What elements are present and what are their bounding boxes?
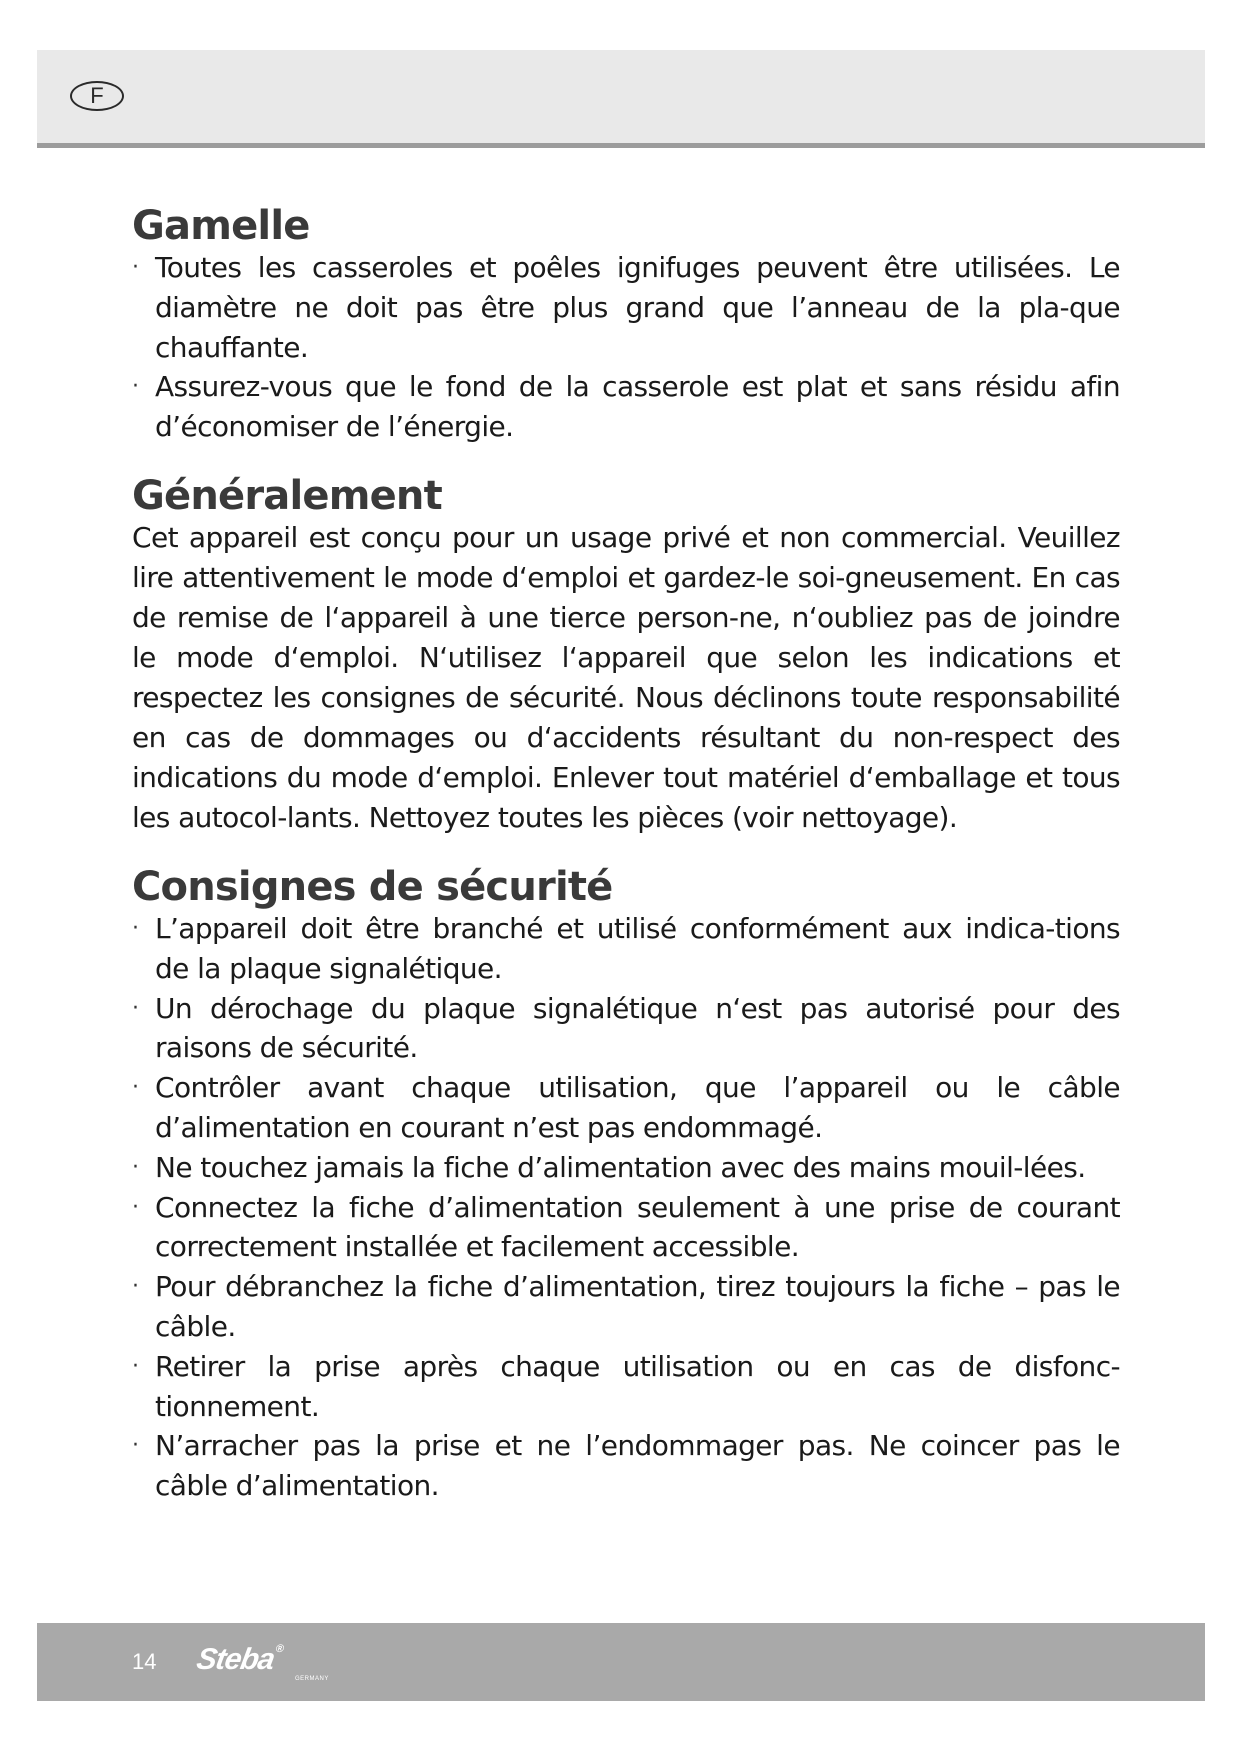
list-item: · Retirer la prise après chaque utilisation ou en cas de disfonc-tionnement. bbox=[132, 1347, 1120, 1427]
bullet-list bbox=[132, 909, 1120, 1506]
list-item: · Toutes les casseroles et poêles ignifuges peuvent être utilisées. Le diamètre ne doit pas être plus grand que l’anneau de la pla-que chauffante. bbox=[132, 248, 1120, 367]
page-footer bbox=[37, 1623, 1205, 1701]
bullet-icon: · bbox=[132, 1075, 139, 1101]
bullet-icon: · bbox=[132, 374, 139, 400]
language-badge: F bbox=[70, 81, 124, 111]
brand-logo: Steba® bbox=[194, 1643, 284, 1676]
section-paragraph: Cet appareil est conçu pour un usage privé et non commercial. Veuillez lire attentivement le mode d‘emploi et gardez-le soi-gneusement. En cas de remise de l‘appareil à une tierce person-ne, n‘oubliez pas de joindre le mode d‘emploi. N‘utilisez l‘appareil que selon les indications et respectez les consignes de sécurité. Nous déclinons toute responsabilité en cas de dommages ou d‘accidents résultant du non-respect des indications du mode d‘emploi. Enlever tout matériel d‘emballage et tous les autocol-lants. Nettoyez toutes les pièces (voir nettoyage). bbox=[132, 520, 1120, 834]
list-item: · Assurez-vous que le fond de la casserole est plat et sans résidu afin d’économiser de l’énergie. bbox=[132, 367, 1120, 447]
list-item: · N’arracher pas la prise et ne l’endommager pas. Ne coincer pas le câble d’alimentation. bbox=[132, 1426, 1120, 1506]
bullet-icon: · bbox=[132, 1353, 139, 1379]
section-heading: Gamelle bbox=[132, 203, 310, 249]
bullet-icon: · bbox=[132, 915, 139, 941]
bullet-icon: · bbox=[132, 255, 139, 280]
section-consignes-de-securite bbox=[132, 865, 1120, 1506]
page-number: 14 bbox=[132, 1649, 157, 1674]
list-item: · Connectez la fiche d’alimentation seulement à une prise de courant correctement installée et facilement accessible. bbox=[132, 1188, 1120, 1268]
page-header bbox=[37, 50, 1205, 148]
section-generalement bbox=[132, 474, 1120, 838]
bullet-icon: · bbox=[132, 1154, 139, 1180]
bullet-icon: · bbox=[132, 1433, 139, 1459]
list-item: · L’appareil doit être branché et utilisé conformément aux indica-tions de la plaque signalétique. bbox=[132, 909, 1120, 989]
bullet-icon: · bbox=[132, 1274, 139, 1300]
page-content bbox=[132, 204, 1120, 1506]
bullet-list bbox=[132, 248, 1120, 447]
list-item: · Pour débranchez la fiche d’alimentation, tirez toujours la fiche – pas le câble. bbox=[132, 1267, 1120, 1347]
bullet-icon: · bbox=[132, 995, 139, 1021]
section-gamelle bbox=[132, 204, 1120, 447]
section-heading: Généralement bbox=[132, 472, 442, 519]
list-item: · Ne touchez jamais la fiche d’alimentation avec des mains mouil-lées. bbox=[132, 1148, 1120, 1188]
brand-logo-subtitle: GERMANY bbox=[295, 1676, 329, 1682]
section-heading: Consignes de sécurité bbox=[132, 863, 613, 910]
list-item: · Contrôler avant chaque utilisation, que l’appareil ou le câble d’alimentation en courant n’est pas endommagé. bbox=[132, 1068, 1120, 1148]
list-item: · Un dérochage du plaque signalétique n‘est pas autorisé pour des raisons de sécurité. bbox=[132, 989, 1120, 1069]
bullet-icon: · bbox=[132, 1194, 139, 1220]
